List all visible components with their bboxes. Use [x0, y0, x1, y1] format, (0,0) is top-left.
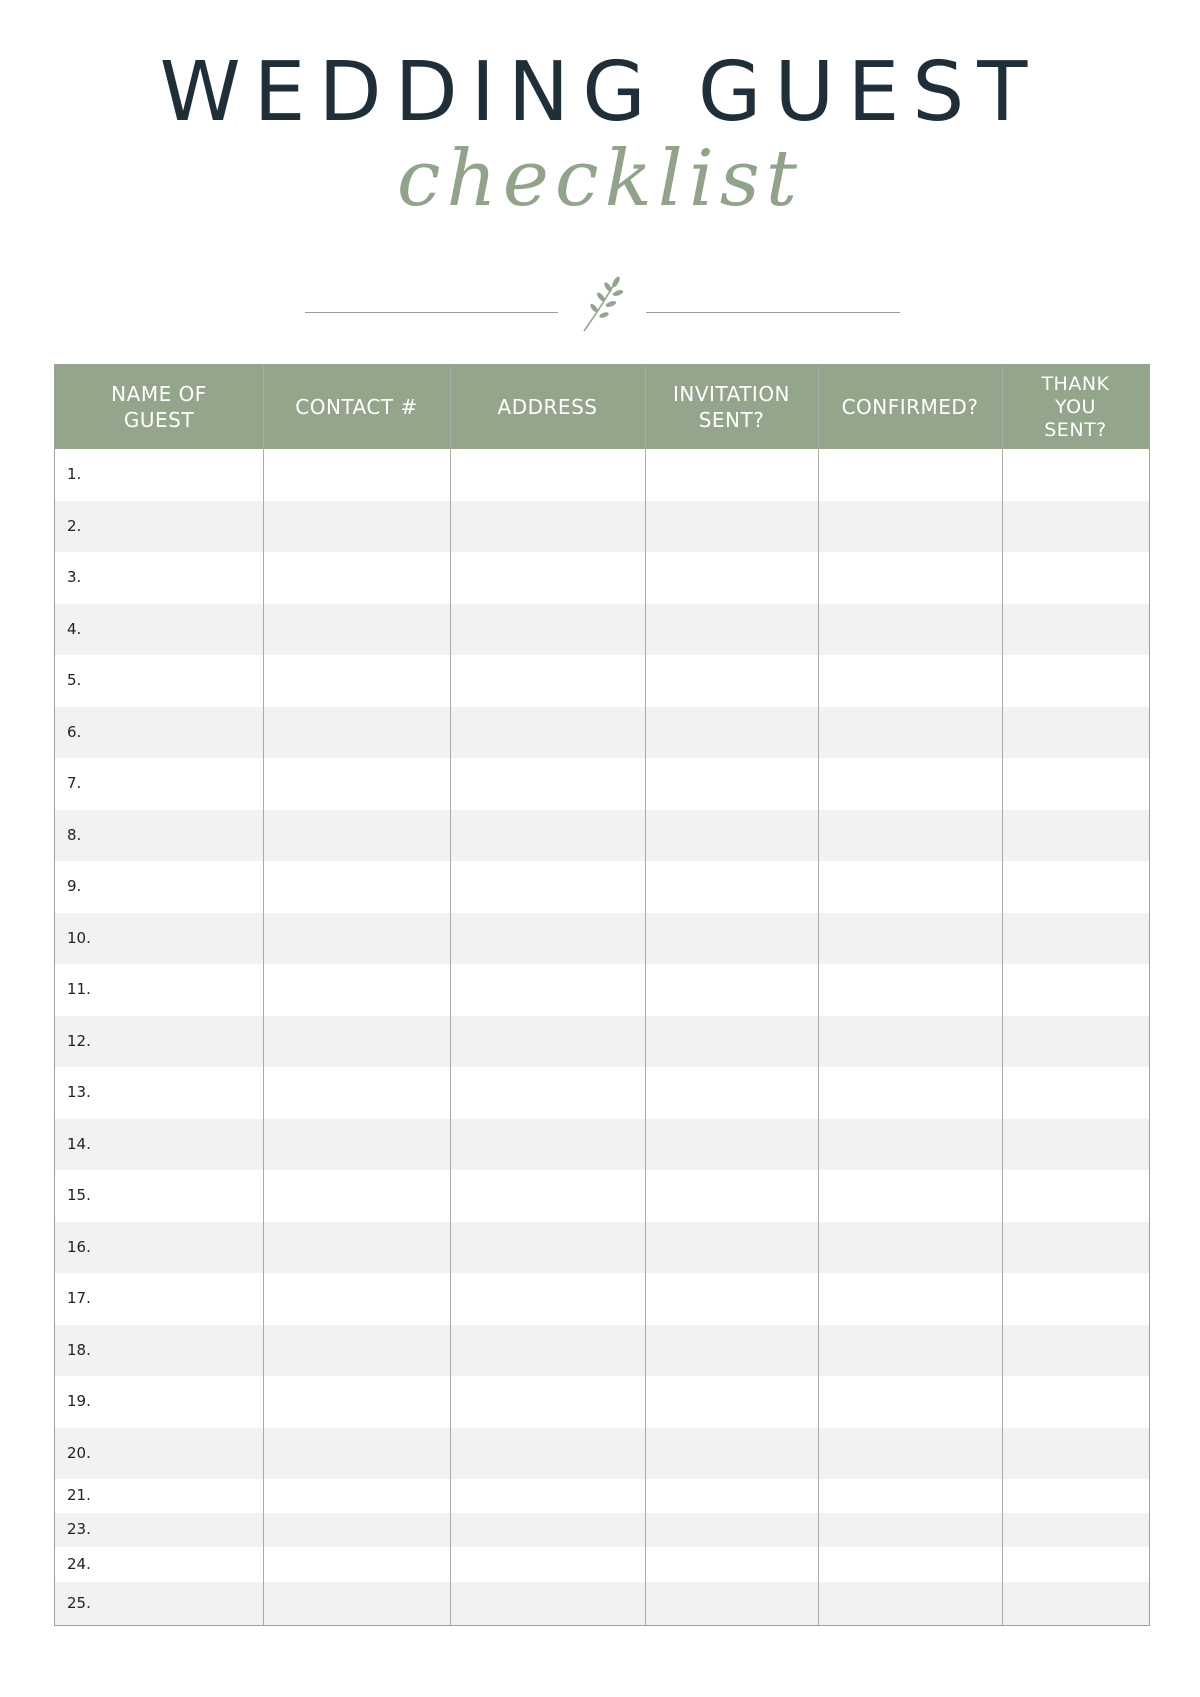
- table-row[interactable]: [55, 1119, 1149, 1171]
- table-row[interactable]: [55, 449, 1149, 501]
- table-row[interactable]: [55, 758, 1149, 810]
- row-number: 5.: [67, 671, 82, 689]
- row-number: 14.: [67, 1134, 91, 1153]
- column-divider: [450, 365, 451, 1625]
- column-divider: [263, 365, 264, 1625]
- row-number: 19.: [67, 1392, 91, 1410]
- column-header-name-label: NAME OF GUEST: [111, 382, 207, 432]
- row-number: 4.: [67, 619, 82, 638]
- table-row[interactable]: [55, 552, 1149, 604]
- row-number: 23.: [67, 1520, 91, 1538]
- table-row[interactable]: [55, 1325, 1149, 1377]
- row-number: 8.: [67, 825, 82, 844]
- row-number: 21.: [67, 1486, 91, 1504]
- column-header-address: [450, 365, 645, 449]
- row-number: 10.: [67, 928, 91, 947]
- table-row[interactable]: [55, 1547, 1149, 1582]
- page-title: WEDDING GUEST: [159, 45, 1041, 140]
- row-number: 6.: [67, 722, 82, 741]
- column-header-address-label: ADDRESS: [497, 395, 598, 419]
- table-header-row: [55, 365, 1149, 449]
- table-row[interactable]: [55, 1170, 1149, 1222]
- row-number: 20.: [67, 1443, 91, 1462]
- guest-checklist-table: [54, 364, 1150, 1626]
- table-row[interactable]: [55, 1582, 1149, 1625]
- page-subtitle: checklist: [396, 134, 804, 224]
- row-number: 9.: [67, 877, 82, 895]
- table-row[interactable]: [55, 1479, 1149, 1513]
- column-divider: [818, 365, 819, 1625]
- row-number: 25.: [67, 1594, 91, 1612]
- table-row[interactable]: [55, 1513, 1149, 1547]
- row-number: 17.: [67, 1289, 91, 1307]
- row-number: 2.: [67, 516, 82, 535]
- column-header-contact: [263, 365, 450, 449]
- table-row[interactable]: [55, 1016, 1149, 1068]
- table-row[interactable]: [55, 810, 1149, 862]
- table-row[interactable]: [55, 1428, 1149, 1480]
- table-row[interactable]: [55, 604, 1149, 656]
- leaf-sprig-icon: [578, 273, 626, 335]
- row-number: 12.: [67, 1031, 91, 1050]
- table-row[interactable]: [55, 861, 1149, 913]
- table-row[interactable]: [55, 964, 1149, 1016]
- row-number: 11.: [67, 980, 91, 998]
- column-header-thank-you-sent-label: THANK YOU SENT?: [1041, 372, 1110, 441]
- column-header-confirmed: [818, 365, 1002, 449]
- divider-line-right: [646, 312, 900, 313]
- divider-line-left: [305, 312, 558, 313]
- column-header-confirmed-label: CONFIRMED?: [841, 395, 979, 419]
- row-number: 3.: [67, 568, 82, 586]
- column-header-thank-you-sent: [1002, 365, 1149, 449]
- table-row[interactable]: [55, 501, 1149, 553]
- column-header-invitation-sent: [645, 365, 818, 449]
- table-row[interactable]: [55, 1376, 1149, 1428]
- row-number: 13.: [67, 1083, 91, 1101]
- table-row[interactable]: [55, 1067, 1149, 1119]
- column-header-invitation-sent-label: INVITATION SENT?: [672, 382, 791, 432]
- table-row[interactable]: [55, 707, 1149, 759]
- column-divider: [1002, 365, 1003, 1625]
- row-number: 16.: [67, 1237, 91, 1256]
- row-number: 7.: [67, 774, 82, 792]
- column-header-contact-label: CONTACT #: [295, 395, 418, 419]
- table-body: [55, 449, 1149, 1625]
- table-row[interactable]: [55, 913, 1149, 965]
- column-divider: [645, 365, 646, 1625]
- table-row[interactable]: [55, 655, 1149, 707]
- row-number: 18.: [67, 1340, 91, 1359]
- row-number: 15.: [67, 1186, 91, 1204]
- row-number: 24.: [67, 1555, 91, 1573]
- table-row[interactable]: [55, 1222, 1149, 1274]
- table-row[interactable]: [55, 1273, 1149, 1325]
- column-header-name: [55, 365, 263, 449]
- row-number: 1.: [67, 465, 82, 483]
